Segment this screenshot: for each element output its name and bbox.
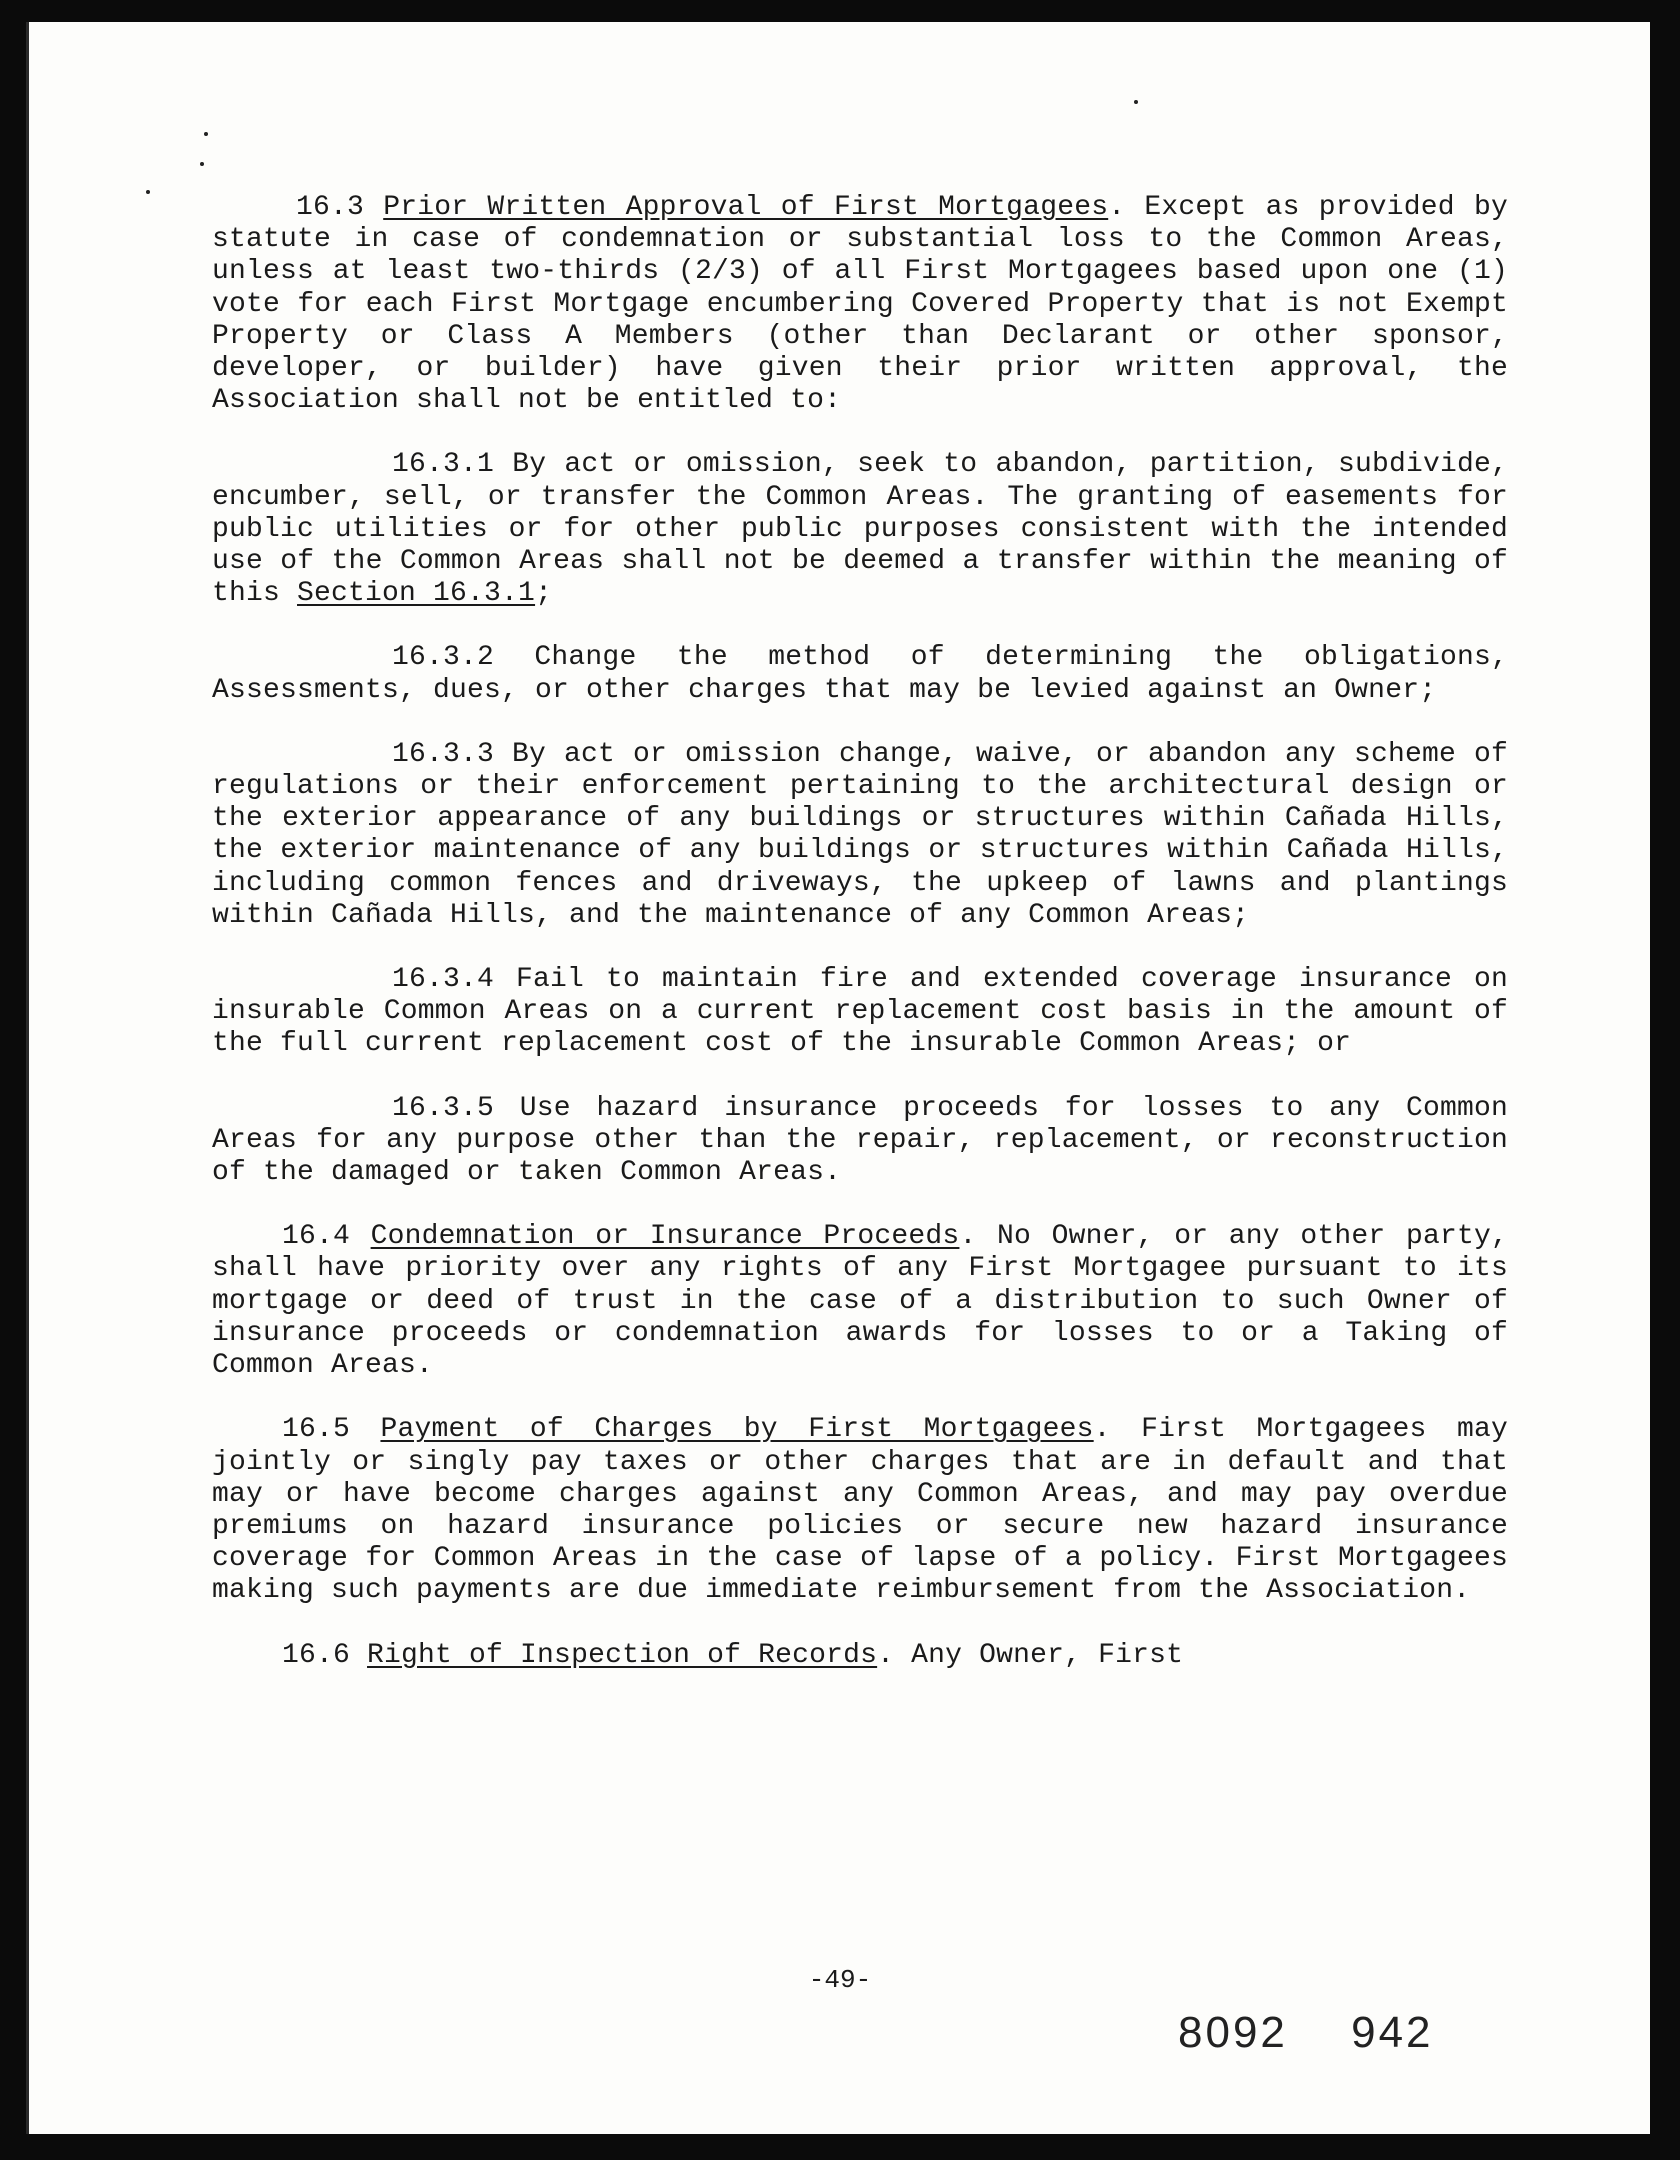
page-number: -49- <box>808 1965 872 1995</box>
section-reference: Section 16.3.1 <box>297 578 536 610</box>
section-text-end: ; <box>535 578 553 610</box>
section-heading: Prior Written Approval of First Mortgagees <box>383 192 1109 223</box>
section-text: . Any Owner, First <box>877 1639 1184 1671</box>
section-number: 16.5 <box>282 1414 351 1446</box>
document-body <box>212 192 1508 1704</box>
scan-speck <box>204 132 208 136</box>
scan-speck <box>1134 100 1138 104</box>
section-heading: Right of Inspection of Records <box>367 1639 878 1671</box>
section-text: . First Mortgagees may jointly or singly pay taxes or other charges that are in default and that may or have become charges against any Common Areas, and may pay overdue premiums on hazard insurance policies or secure new hazard insurance coverage for Common Areas in the case of lapse of a policy. First Mortgagees making such payments are due immediate reimbursement from the Association. <box>212 1414 1508 1607</box>
section-text: 16.3.4 Fail to maintain fire and extended coverage insurance on insurable Common Areas on a current replacement cost basis in the amount of the full current replacement cost of the insurable Common Areas; or <box>212 964 1508 1060</box>
section-number: 16.3 <box>296 192 365 223</box>
section-heading: Condemnation or Insurance Proceeds <box>370 1221 960 1253</box>
scan-speck <box>146 190 150 194</box>
section-16-6 <box>212 1640 1508 1672</box>
section-16-3 <box>212 192 1508 417</box>
section-text: . Except as provided by statute in case of condemnation or substantial loss to the Common Areas, unless at least two-thirds (2/3) of all First Mortgagees based upon one (1) vote for each First Mortgage encumbering Covered Property that is not Exempt Property or Class A Members (other than Declarant or other sponsor, developer, or builder) have given their prior written approval, the Association shall not be entitled to: <box>212 192 1508 417</box>
section-16-3-1 <box>212 449 1508 610</box>
section-16-3-2 <box>212 642 1508 706</box>
section-text: 16.3.3 By act or omission change, waive, or abandon any scheme of regulations or their enforcement pertaining to the architectural design or the exterior appearance of any buildings or structures within Cañada Hills, the exterior maintenance of any buildings or structures within Cañada Hills, including common fences and driveways, the upkeep of lawns and plantings within Cañada Hills, and the maintenance of any Common Areas; <box>212 738 1508 931</box>
section-16-3-4 <box>212 964 1508 1061</box>
section-16-3-5 <box>212 1093 1508 1190</box>
section-16-4 <box>212 1221 1508 1382</box>
section-text: 16.3.1 By act or omission, seek to abandon, partition, subdivide, encumber, sell, or transfer the Common Areas. The granting of easements for public utilities or for other public purposes consistent with the intended use of the Common Areas shall not be deemed a transfer within the meaning of this <box>212 449 1508 610</box>
section-heading: Payment of Charges by First Mortgagees <box>380 1414 1094 1446</box>
section-number: 16.4 <box>282 1221 351 1253</box>
section-text: . No Owner, or any other party, shall have priority over any rights of any First Mortgagee pursuant to its mortgage or deed of trust in the case of a distribution to such Owner of insurance proceeds or condemnation awards for losses to or a Taking of Common Areas. <box>212 1221 1508 1382</box>
section-16-5 <box>212 1414 1508 1607</box>
section-number: 16.6 <box>282 1639 351 1671</box>
document-number: 8092 942 <box>1178 2008 1434 2057</box>
scan-speck <box>200 162 204 166</box>
section-text: 16.3.5 Use hazard insurance proceeds for losses to any Common Areas for any purpose other than the repair, replacement, or reconstruction of the damaged or taken Common Areas. <box>212 1092 1508 1189</box>
scan-edge <box>26 22 29 2134</box>
section-text: 16.3.2 Change the method of determining the obligations, Assessments, dues, or other charges that may be levied against an Owner; <box>212 642 1508 706</box>
section-16-3-3 <box>212 739 1508 932</box>
